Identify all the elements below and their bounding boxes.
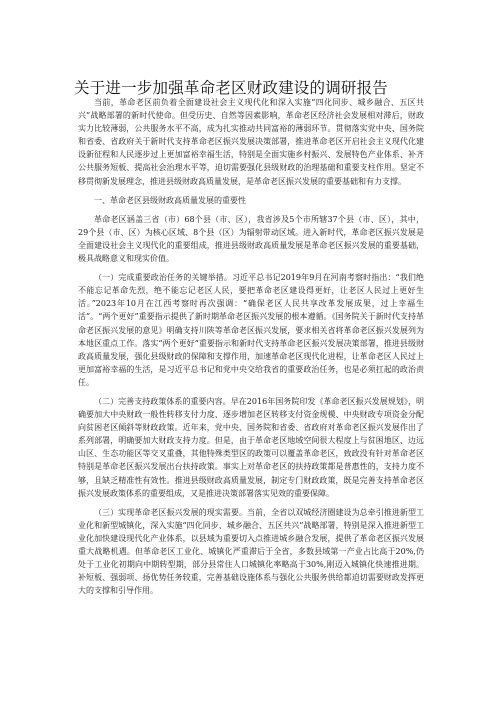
page-title: 关于进一步加强革命老区财政建设的调研报告 xyxy=(74,79,389,97)
body-paragraph: （二）完善支持政策体系的重要内容。早在2016年国务院印发《革命老区振兴发展规划》，明确要加大中央财政一般性转移支付力度、逐步增加老区转移支付资金规模、中央财政专项资金分配向贫困老区倾斜等财政政策。近年来，党中央、国务院和省委、省政府对革命老区振兴发展作出了系列部署，明确要加大财政支持力度。但是，由于革命老区地域空间很大程度上与贫困地区、边远山区、生态功能区等交叉重叠，其他特殊类型区的政策可以覆盖革命老区，致政没有针对革命老区特别是革命老区振兴发展出台扶持政策。事实上对革命老区的扶持政策都是普惠性的，支持力度不够，且缺乏精准性有效性。推进县级财政高质量发展，制定专门财政政策，既是完善支持革命老区振兴发展政策体系的重要组成，又是推进决策部署落实见效的重要保障。 xyxy=(78,396,424,498)
document-body xyxy=(78,96,424,603)
body-paragraph: （三）实现革命老区振兴发展的现实需要。当前，全省以双城经济圈建设为总牵引推进新型工业化和新型城镇化，深入实施“四化同步、城乡融合、五区共兴”战略部署，特别是深入推进新型工业化加快建设现代化产业体系，以县域为重要切入点推进城乡融合发展，提供了革命老区振兴发展重大战略机遇。但革命老区工业化、城镇化严重滞后于全省，多数县域第一产业占比高于20%,仍处于工业化初期向中期转型期，部分县常住人口城镇化率略高于30%,刚迈入城镇化快速推进期。补短板、强弱项、扬优势任务较重，完善基础设施体系与强化公共服务供给都迫切需要财政发挥更大的支撑和引导作用。 xyxy=(78,507,424,596)
section-heading: 一、革命老区县级财政高质量发展的重要性 xyxy=(94,195,246,205)
body-paragraph: （一）完成重要政治任务的关键举措。习近平总书记2019年9月在河南考察时指出：“我们绝不能忘记革命先烈，绝不能忘记老区人民，要把革命老区建设得更好，让老区人民过上更好生活。”2023年10月在江西考察时再次强调：“确保老区人民共享改革发展成果，过上幸福生活”。“两个更好”重要指示提供了新时期革命老区振兴发展的根本遵循。《国务院关于新时代支持革命老区振兴发展的意见》明确支持川陕等革命老区振兴发展，要求相关省将革命老区振兴发展列为本地区重点工作。落实“两个更好”重要指示和新时代支持革命老区振兴发展决策部署，推进县级财政高质量发展，强化县级财政的保障和支撑作用，加速革命老区现代化进程，让革命老区人民过上更加富裕幸福的生活，是习近平总书记和党中央交给我省的重要政治任务，也是必须扛起的政治责任。 xyxy=(78,273,424,387)
body-paragraph: 革命老区涵盖三省（市）68个县（市、区），我省涉及5个市所辖37个县（市、区），其中，29个县（市、区）为核心区域、8个县（区）为辐射带动区域。进入新时代，革命老区振兴发展是全面建设社会主义现代化的重要组成，推进县级财政高质量发展是革命老区振兴发展的重要基础，极具战略意义和现实价值。 xyxy=(78,214,424,264)
intro-paragraph: 当前，革命老区前负着全面建设社会主义现代化和深入实施“四化同步、城乡融合、五区共兴”战略部署的新时代使命。但受历史、自然等因素影响，革命老区经济社会发展相对滞后，财政实力比较薄弱，公共服务水平不高，成为扎实推动共同富裕的薄弱环节。贯彻落实党中央、国务院和省委、省政府关于新时代支持革命老区振兴发展决策部署，推进革命老区开启社会主义现代化建设新征程和人民逐步过上更加富裕幸福生活，特别是全面实施乡村振兴、发展特色产业体系、补齐公共服务短板、提高社会治理水平等，迫切需要强化县级财政的治理基础和重要支柱作用。坚定不移贯彻新发展理念，推进县级财政高质量发展，是革命老区振兴发展的重要基础和有力支撑。 xyxy=(78,98,424,186)
